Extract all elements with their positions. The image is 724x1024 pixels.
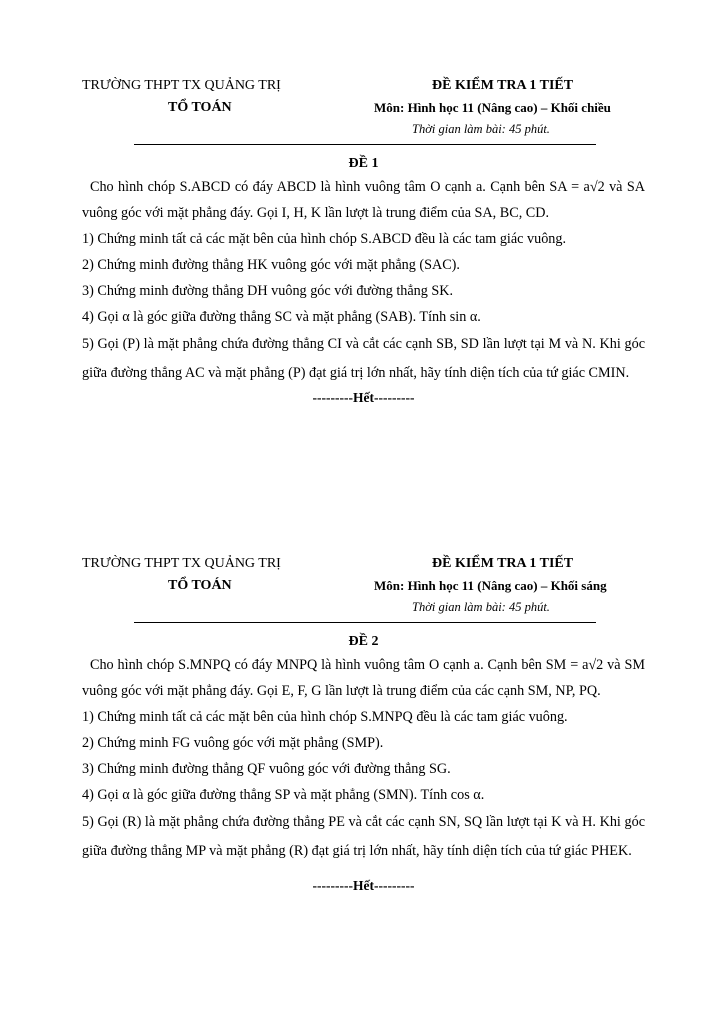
department-name: TỔ TOÁN [168,578,232,593]
question-1: 1) Chứng minh tất cả các mặt bên của hình chóp S.ABCD đều là các tam giác vuông. [82,231,567,247]
question-2: 2) Chứng minh đường thẳng HK vuông góc với mặt phẳng (SAC). [82,257,460,273]
exam-title: ĐỀ KIỂM TRA 1 TIẾT [432,78,574,93]
problem-intro: Cho hình chóp S.ABCD có đáy ABCD là hình vuông tâm O cạnh a. Cạnh bên SA = a√2 và SA vuông góc với mặt phẳng đáy. Gọi I, H, K lần lượt là trung điểm của SA, BC, CD. [82,179,645,221]
problem-intro: Cho hình chóp S.MNPQ có đáy MNPQ là hình vuông tâm O cạnh a. Cạnh bên SM = a√2 và SM vuông góc với mặt phẳng đáy. Gọi E, F, G lần lượt là trung điểm của các cạnh SM, NP, PQ. [82,657,645,699]
question-5: 5) Gọi (R) là mặt phẳng chứa đường thẳng PE và cắt các cạnh SN, SQ lần lượt tại K và H. Khi góc giữa đường thẳng MP và mặt phẳng (R) đạt giá trị lớn nhất, hãy tính diện tích của tứ giác PHEK. [82,814,645,859]
school-name: TRƯỜNG THPT TX QUẢNG TRỊ [82,556,281,571]
question-4: 4) Gọi α là góc giữa đường thẳng SP và mặt phẳng (SMN). Tính cos α. [82,787,485,803]
question-1: 1) Chứng minh tất cả các mặt bên của hình chóp S.MNPQ đều là các tam giác vuông. [82,709,568,725]
exam-header [82,556,645,618]
end-marker: ---------Hết--------- [312,878,415,893]
department-name: TỔ TOÁN [168,100,232,115]
exam-duration: Thời gian làm bài: 45 phút. [412,122,550,136]
question-5: 5) Gọi (P) là mặt phẳng chứa đường thẳng CI và cắt các cạnh SB, SD lần lượt tại M và N. Khi góc giữa đường thẳng AC và mặt phẳng (P) đạt giá trị lớn nhất, hãy tính diện tích của tứ giác CMIN. [82,336,645,381]
question-3: 3) Chứng minh đường thẳng DH vuông góc với đường thẳng SK. [82,283,454,299]
exam-duration: Thời gian làm bài: 45 phút. [412,600,550,614]
exam-2 [82,556,645,894]
question-3: 3) Chứng minh đường thẳng QF vuông góc với đường thẳng SG. [82,761,451,777]
school-name: TRƯỜNG THPT TX QUẢNG TRỊ [82,78,281,93]
end-marker: ---------Hết--------- [312,390,415,405]
question-4: 4) Gọi α là góc giữa đường thẳng SC và mặt phẳng (SAB). Tính sin α. [82,309,481,325]
header-divider [134,144,596,145]
exam-code: ĐỀ 2 [348,634,379,649]
exam-code: ĐỀ 1 [348,156,379,171]
exam-title: ĐỀ KIỂM TRA 1 TIẾT [432,556,574,571]
exam-header [82,78,645,140]
exam-1 [82,78,645,406]
exam-subject: Môn: Hình học 11 (Nâng cao) – Khối chiều [374,100,611,115]
exam-subject: Môn: Hình học 11 (Nâng cao) – Khối sáng [374,578,607,593]
question-2: 2) Chứng minh FG vuông góc với mặt phẳng (SMP). [82,735,384,751]
header-divider [134,622,596,623]
